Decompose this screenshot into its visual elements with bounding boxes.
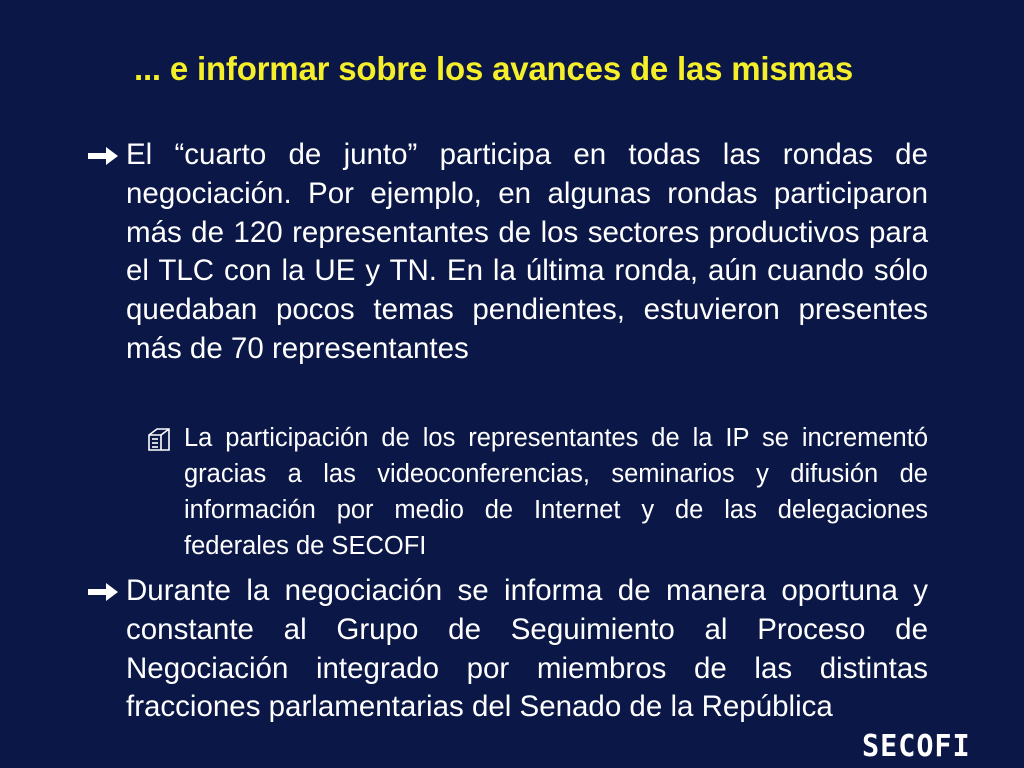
bullet-text: Durante la negociación se informa de manera oportuna y constante al Grupo de Seguimiento al Proceso de Negociación integrado por miembros de las distintas fracciones parlamentarias del Senado de la República	[126, 574, 928, 724]
building-icon	[146, 420, 184, 457]
bullet-item	[86, 572, 928, 727]
sub-bullet-text: La participación de los representantes de la IP se incrementó gracias a las videoconferencias, seminarios y difusión de información por medio de Internet y de las delegaciones federales de SECOFI	[184, 424, 928, 560]
sub-bullet-item	[146, 420, 928, 564]
right-arrow-icon	[86, 572, 126, 612]
secofi-logo	[862, 729, 1002, 768]
bullet-item	[86, 136, 928, 369]
right-arrow-icon	[86, 136, 126, 176]
bullet-text: El “cuarto de junto” participa en todas las rondas de negociación. Por ejemplo, en algunas rondas participaron más de 120 representantes de los sectores productivos para el TLC con la UE y TN. En la última ronda, aún cuando sólo quedaban pocos temas pendientes, estuvieron presentes más de 70 representantes	[126, 138, 928, 365]
slide-title: ... e informar sobre los avances de las mismas	[134, 50, 853, 87]
logo-text: SECOFI	[862, 729, 971, 764]
